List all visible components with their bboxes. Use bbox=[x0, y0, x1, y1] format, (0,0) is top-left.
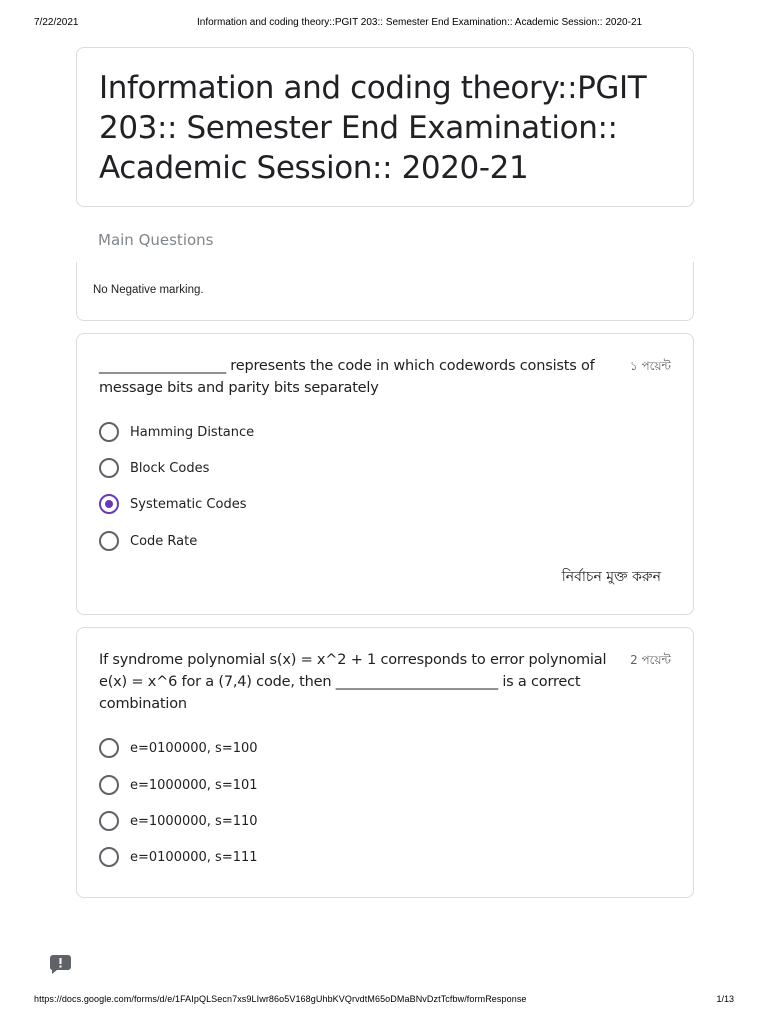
radio-icon[interactable] bbox=[99, 458, 119, 478]
option-label: e=0100000, s=111 bbox=[130, 849, 258, 865]
option-systematic-codes[interactable] bbox=[99, 492, 247, 516]
option-label: Code Rate bbox=[130, 533, 198, 549]
option-e1000000-s101[interactable] bbox=[99, 773, 258, 797]
radio-icon[interactable] bbox=[99, 811, 119, 831]
option-label: e=0100000, s=100 bbox=[130, 740, 258, 756]
clear-selection-button[interactable]: নির্বাচন মুক্ত করুন bbox=[561, 569, 661, 585]
option-label: e=1000000, s=101 bbox=[130, 777, 258, 793]
print-date: 7/22/2021 bbox=[34, 17, 79, 28]
option-e0100000-s100[interactable] bbox=[99, 736, 258, 760]
form-title: Information and coding theory::PGIT 203:: Semester End Examination:: Academic Session:: 2020-21 bbox=[99, 70, 647, 186]
radio-icon[interactable] bbox=[99, 531, 119, 551]
section-label: Main Questions bbox=[98, 231, 214, 249]
radio-icon[interactable] bbox=[99, 738, 119, 758]
option-e0100000-s111[interactable] bbox=[99, 845, 258, 869]
section-description-card bbox=[76, 262, 694, 321]
option-e1000000-s110[interactable] bbox=[99, 809, 258, 833]
radio-icon[interactable] bbox=[99, 847, 119, 867]
option-label: Block Codes bbox=[130, 460, 210, 476]
print-page-number: 1/13 bbox=[716, 994, 734, 1004]
print-doc-title: Information and coding theory::PGIT 203:: Semester End Examination:: Academic Session:: 2020-21 bbox=[197, 17, 643, 28]
radio-icon[interactable] bbox=[99, 775, 119, 795]
print-url: https://docs.google.com/forms/d/e/1FAIpQLSecn7xs9LIwr86o5V168gUhbKVQrvdtM65oDMaBNvDztTcfbw/formResponse bbox=[34, 994, 527, 1004]
report-problem-icon[interactable] bbox=[50, 955, 71, 974]
option-block-codes[interactable] bbox=[99, 456, 209, 480]
option-label: Hamming Distance bbox=[130, 424, 255, 440]
option-code-rate[interactable] bbox=[99, 529, 197, 553]
option-label: e=1000000, s=110 bbox=[130, 813, 258, 829]
question-card-1 bbox=[76, 333, 694, 615]
section-description: No Negative marking. bbox=[93, 284, 204, 296]
option-hamming-distance[interactable] bbox=[99, 420, 254, 444]
question-text: __________________ represents the code in which codewords consists of message bits and parity bits separately bbox=[99, 358, 595, 396]
question-card-2 bbox=[76, 627, 694, 898]
question-points: 2 পয়েন্ট bbox=[630, 653, 671, 667]
question-points: ১ পয়েন্ট bbox=[629, 359, 671, 373]
radio-icon[interactable] bbox=[99, 422, 119, 442]
form-title-card bbox=[76, 47, 694, 207]
radio-checked-icon[interactable] bbox=[99, 494, 119, 514]
option-label: Systematic Codes bbox=[130, 496, 247, 512]
question-text: If syndrome polynomial s(x) = x^2 + 1 corresponds to error polynomial e(x) = x^6 for a (7,4) code, then _______________________ is a correct combination bbox=[99, 652, 607, 712]
